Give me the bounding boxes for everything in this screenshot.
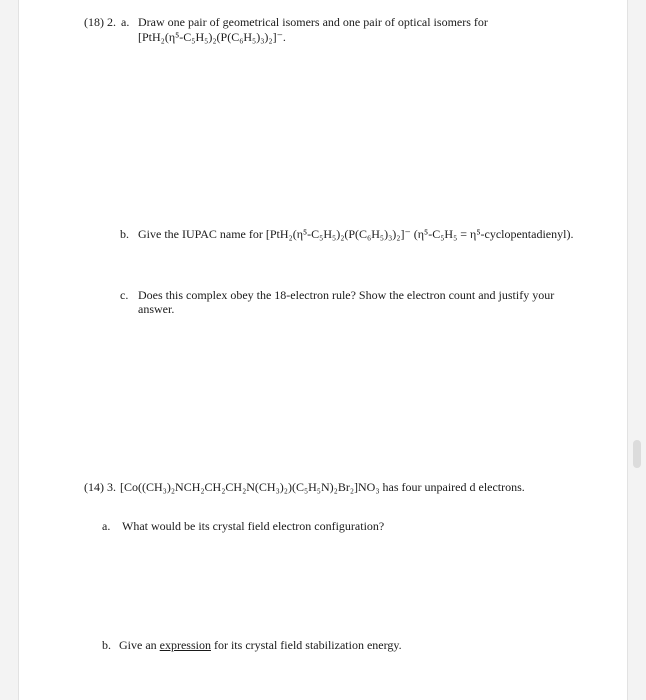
q3-number: 3. [107, 480, 116, 494]
q3b-prefix: Give an [119, 638, 157, 652]
q2c-label: c. [120, 288, 129, 302]
q2c-line1: Does this complex obey the 18-electron rule? Show the electron count and justify your [138, 288, 555, 302]
q2c-line2: answer. [138, 302, 175, 316]
q2a-formula: [PtH₂(η⁵-C₅H₅)₂(P(C₆H₅)₃)₂]⁻. [138, 30, 286, 44]
document-page [18, 0, 628, 700]
q3a-text: What would be its crystal field electron configuration? [122, 519, 385, 533]
q2b-label: b. [120, 227, 129, 241]
q2-number: 2. [107, 15, 116, 29]
q2-points: (18) [84, 15, 104, 29]
q3b-label: b. [102, 638, 111, 652]
q2a-text: Draw one pair of geometrical isomers and one pair of optical isomers for [138, 15, 488, 29]
q2a-label: a. [121, 15, 130, 29]
q3a-label: a. [102, 519, 111, 533]
scrollbar-thumb[interactable] [633, 440, 641, 468]
q2b-text: Give the IUPAC name for [PtH₂(η⁵-C₅H₅)₂(P(C₆H₅)₃)₂]⁻ (η⁵-C₅H₅ = η⁵-cyclopentadienyl). [138, 227, 574, 241]
q3b-text [119, 638, 402, 652]
expression-link[interactable]: expression [159, 638, 211, 652]
q3b-suffix: for its crystal field stabilization energy. [213, 638, 402, 652]
q3-stem: [Co((CH₃)₂NCH₂CH₂CH₂N(CH₃)₂)(C₅H₅N)₂Br₂]NO₃ has four unpaired d electrons. [120, 480, 525, 494]
q3-points: (14) [84, 480, 104, 494]
